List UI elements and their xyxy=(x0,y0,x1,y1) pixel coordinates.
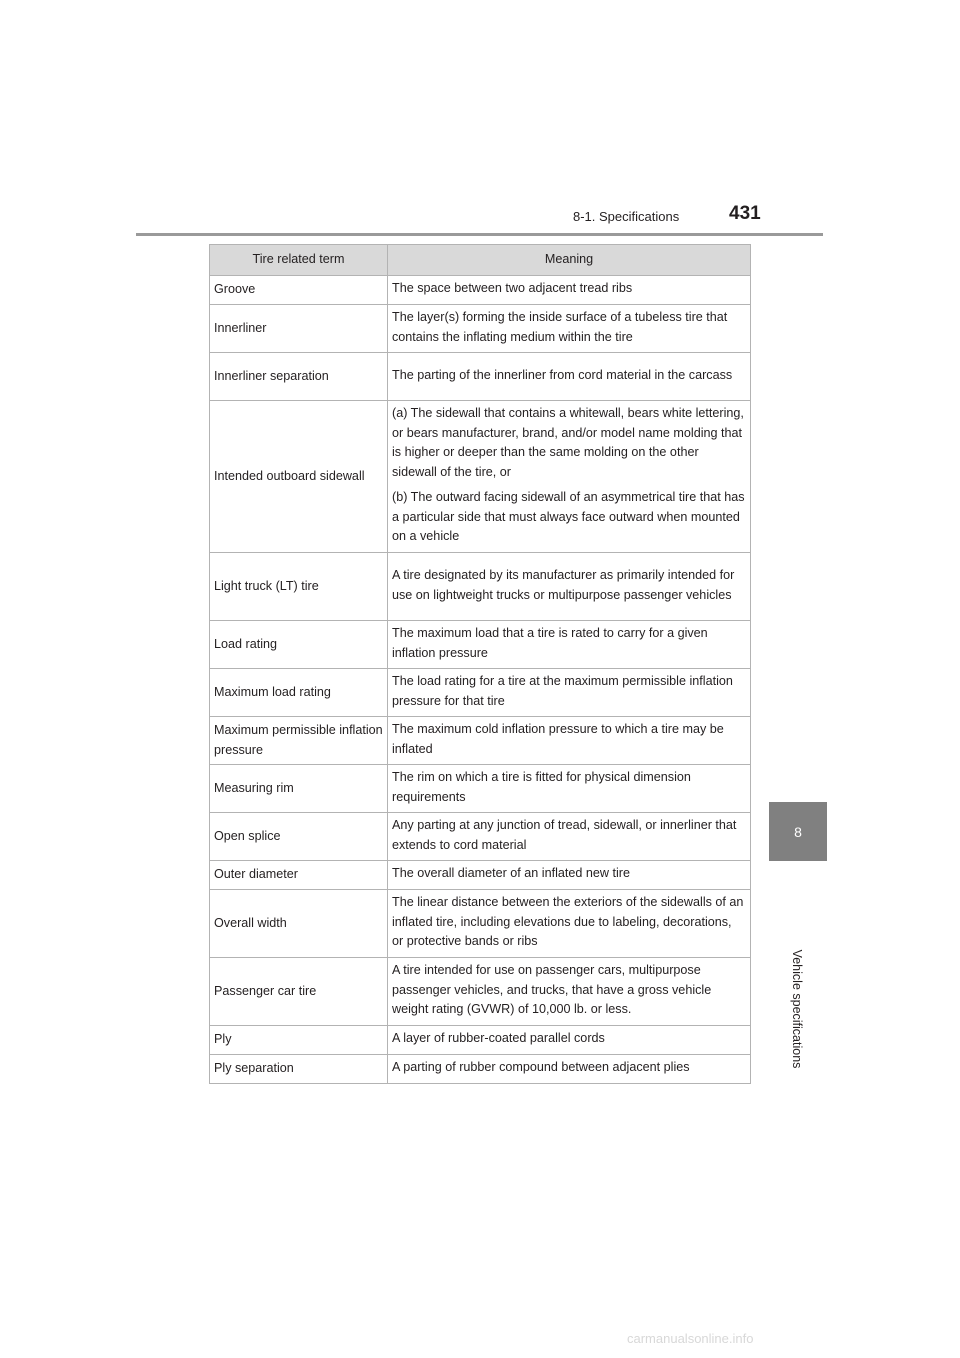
table-row xyxy=(210,1026,751,1055)
table-row xyxy=(210,621,751,669)
watermark: carmanualsonline.info xyxy=(627,1331,754,1346)
term-cell: Innerliner separation xyxy=(210,353,388,401)
meaning-cell: The maximum cold inflation pressure to which a tire may be inflated xyxy=(388,717,751,765)
meaning-cell: The maximum load that a tire is rated to carry for a given inflation pressure xyxy=(388,621,751,669)
table-row xyxy=(210,717,751,765)
table-row xyxy=(210,353,751,401)
term-cell: Measuring rim xyxy=(210,765,388,813)
table-row xyxy=(210,553,751,621)
term-cell: Load rating xyxy=(210,621,388,669)
table-row xyxy=(210,813,751,861)
term-cell: Innerliner xyxy=(210,305,388,353)
column-header-meaning: Meaning xyxy=(388,245,751,276)
chapter-tab[interactable] xyxy=(769,802,827,861)
header-divider xyxy=(136,233,823,236)
table-row xyxy=(210,276,751,305)
meaning-cell: The overall diameter of an inflated new tire xyxy=(388,861,751,890)
table-row xyxy=(210,861,751,890)
meaning-cell xyxy=(388,401,751,553)
meaning-cell: The load rating for a tire at the maximum permissible inflation pressure for that tire xyxy=(388,669,751,717)
meaning-paragraph: (b) The outward facing sidewall of an asymmetrical tire that has a particular side that must always face outward when mounted on a vehicle xyxy=(392,490,745,544)
section-title: 8-1. Specifications xyxy=(573,209,680,224)
table-header-row xyxy=(210,245,751,276)
meaning-cell: Any parting at any junction of tread, sidewall, or innerliner that extends to cord material xyxy=(388,813,751,861)
term-cell: Ply separation xyxy=(210,1055,388,1084)
meaning-cell: A tire intended for use on passenger cars, multipurpose passenger vehicles, and trucks, that have a gross vehicle weight rating (GVWR) of 10,000 lb. or less. xyxy=(388,958,751,1026)
table-row xyxy=(210,305,751,353)
term-cell: Open splice xyxy=(210,813,388,861)
term-cell: Overall width xyxy=(210,890,388,958)
table-row xyxy=(210,669,751,717)
meaning-cell: The layer(s) forming the inside surface of a tubeless tire that contains the inflating medium within the tire xyxy=(388,305,751,353)
meaning-paragraph: (a) The sidewall that contains a whitewall, bears white lettering, or bears manufacturer, brand, and/or model name molding that is higher or deeper than the same molding on the other sidewall of the tire, or xyxy=(392,406,744,479)
meaning-cell: The linear distance between the exteriors of the sidewalls of an inflated tire, including elevations due to labeling, decorations, or protective bands or ribs xyxy=(388,890,751,958)
term-cell: Maximum load rating xyxy=(210,669,388,717)
table-row xyxy=(210,958,751,1026)
term-cell: Groove xyxy=(210,276,388,305)
meaning-cell: A parting of rubber compound between adjacent plies xyxy=(388,1055,751,1084)
term-cell: Intended outboard sidewall xyxy=(210,401,388,553)
term-cell: Passenger car tire xyxy=(210,958,388,1026)
meaning-cell: The parting of the innerliner from cord material in the carcass xyxy=(388,353,751,401)
term-cell: Outer diameter xyxy=(210,861,388,890)
table-row xyxy=(210,1055,751,1084)
term-cell: Light truck (LT) tire xyxy=(210,553,388,621)
term-cell: Ply xyxy=(210,1026,388,1055)
meaning-cell: A tire designated by its manufacturer as primarily intended for use on lightweight trucks or multipurpose passenger vehicles xyxy=(388,553,751,621)
page-number: 431 xyxy=(729,203,761,224)
meaning-cell: The space between two adjacent tread ribs xyxy=(388,276,751,305)
table-row xyxy=(210,890,751,958)
chapter-label: Vehicle specifications xyxy=(790,949,804,1069)
meaning-cell: The rim on which a tire is fitted for physical dimension requirements xyxy=(388,765,751,813)
meaning-cell: A layer of rubber-coated parallel cords xyxy=(388,1026,751,1055)
term-cell: Maximum permissible inflation pressure xyxy=(210,717,388,765)
chapter-number: 8 xyxy=(794,823,802,840)
tire-terms-table xyxy=(209,244,751,1084)
column-header-term: Tire related term xyxy=(210,245,388,276)
table-row xyxy=(210,401,751,553)
table-row xyxy=(210,765,751,813)
